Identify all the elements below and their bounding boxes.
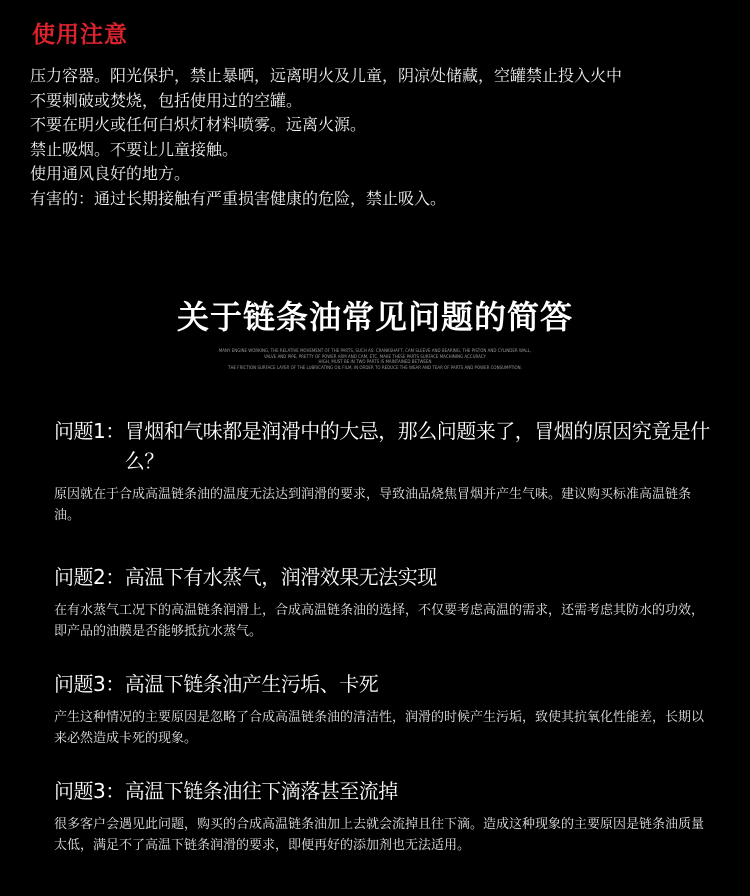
faq-subtitle-line: MANY ENGINE WORKING, THE RELATIVE MOVEMENT OF THE PARTS, SUCH AS: CRANKSHAFT, CAM SLEEVE AND BEARING, THE PISTON AND CYLINDER WALL, [218,348,532,353]
caution-line: 不要刺破或焚烧，包括使用过的空罐。 [30,90,303,110]
faq-subtitle-line: THE FRICTION SURFACE LAYER OF THE LUBRICATING OIL FILM, IN ORDER TO REDUCE THE WEAR AND TEAR OF PARTS AND POWER CONSUMPTION. [228,364,522,370]
faq-question [54,669,714,699]
faq-question-label: 问题1： [54,419,125,443]
faq-item-4 [54,776,714,856]
faq-answer: 在有水蒸气工况下的高温链条润滑上，合成高温链条油的选择，不仅要考虑高温的需求，还需考虑其防水的功效，即产品的油膜是否能够抵抗水蒸气。 [54,603,705,639]
caution-body [30,64,730,211]
faq-question [54,562,714,592]
faq-answer: 原因就在于合成高温链条油的温度无法达到润滑的要求，导致油品烧焦冒烟并产生气味。建议购买标准高温链条油。 [54,487,692,523]
faq-question-label: 问题3： [54,672,125,696]
caution-line: 压力容器。阳光保护，禁止暴晒，远离明火及儿童，阴凉处储藏，空罐禁止投入火中 [30,66,623,85]
faq-question-text: 高温下链条油产生污垢、卡死 [124,672,379,696]
faq-subtitle-line: VALVE AND PIPE, PRETTY OF POWER ARM AND CAM, ETC. MAKE THESE PARTS SURFACE MACHINING ACCURACY [264,353,486,359]
caution-line: 不要在明火或任何白炽灯材料喷雾。远离火源。 [30,115,367,134]
faq-answer: 很多客户会遇见此问题，购买的合成高温链条油加上去就会流掉且往下滴。造成这种现象的主要原因是链条油质量太低，满足不了高温下链条润滑的要求，即便再好的添加剂也无法适用。 [54,817,705,853]
faq-question-label: 问题2： [54,565,125,589]
faq-subtitle-line: HIGH, MUST BE IN TWO PARTS IS MAINTAINED BETWEEN [318,359,432,364]
faq-item-3 [54,669,714,749]
faq-question [54,416,714,476]
caution-line: 使用通风良好的地方。 [30,164,191,183]
faq-question-text: 高温下有水蒸气，润滑效果无法实现 [124,565,437,589]
faq-answer: 产生这种情况的主要原因是忽略了合成高温链条油的清洁性，润滑的时候产生污垢，致使其抗氧化性能差，长期以来必然造成卡死的现象。 [54,710,705,746]
faq-question-label: 问题3： [54,779,125,803]
faq-question [54,776,714,806]
faq-heading: 关于链条油常见问题的简答 [176,298,573,336]
faq-item-1 [54,416,714,526]
faq-question-text: 冒烟和气味都是润滑中的大忌，那么问题来了，冒烟的原因究竟是什么？ [124,419,710,473]
caution-line: 禁止吸烟。不要让儿童接触。 [30,139,239,159]
caution-line: 有害的：通过长期接触有严重损害健康的危险，禁止吸入。 [30,188,447,208]
faq-subtitle [150,348,600,370]
faq-question-text: 高温下链条油往下滴落甚至流掉 [124,779,398,803]
faq-item-2 [54,562,714,642]
caution-title: 使用注意 [32,22,128,48]
